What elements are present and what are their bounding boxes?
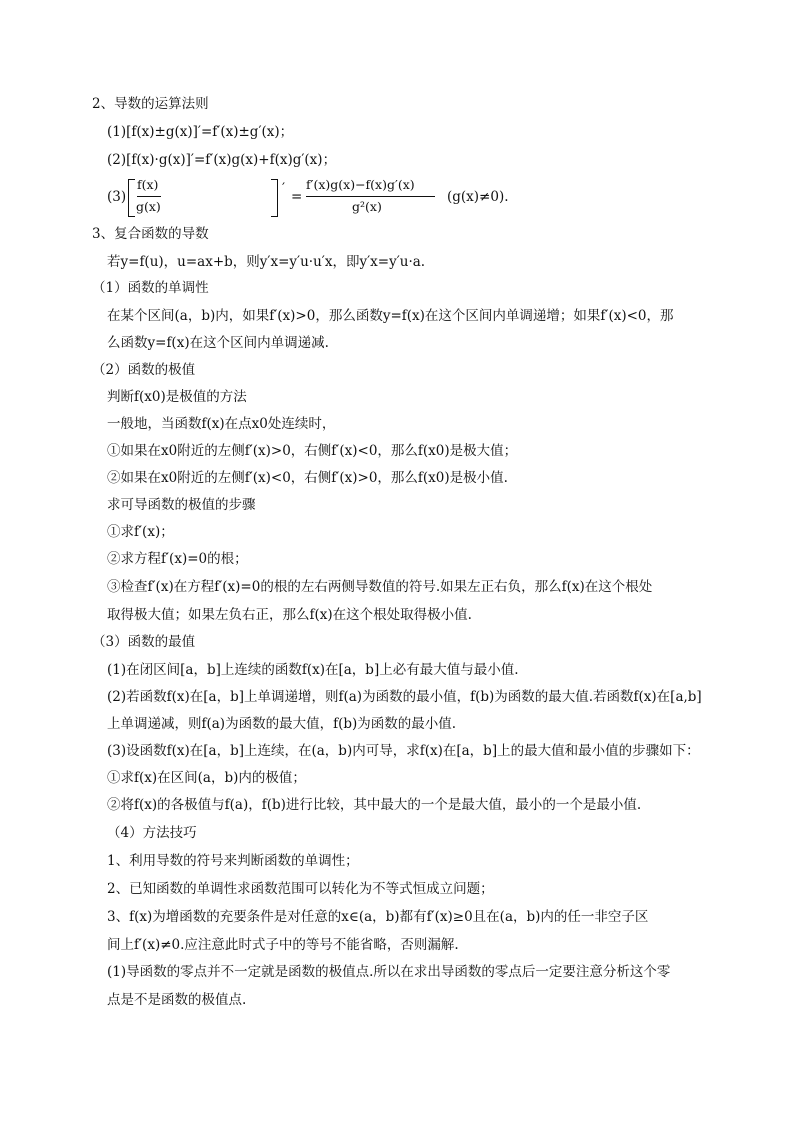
extrema-step-3a: ③检查f′(x)在方程f′(x)=0的根的左右两侧导数值的符号.如果左正右负，那么f(x)在这个根处 <box>107 579 653 595</box>
technique-3b: 间上f′(x)≠0.应注意此时式子中的等号不能省略，否则漏解. <box>107 937 459 953</box>
extrema-step-3b: 取得极大值；如果左负右正，那么f(x)在这个根处取得极小值. <box>107 607 472 623</box>
left-bracket <box>128 179 135 217</box>
left-denominator: g(x) <box>136 199 161 214</box>
note-zero-point-b: 点是不是函数的极值点. <box>107 992 247 1008</box>
right-denominator: g²(x) <box>352 199 382 214</box>
extrema-min-case: ②如果在x0附近的左侧f′(x)<0，右侧f′(x)>0，那么f(x0)是极小值. <box>107 470 508 486</box>
rule-product: (2)[f(x)·g(x)]′=f′(x)g(x)+f(x)g′(x)； <box>107 152 337 168</box>
technique-2: 2、已知函数的单调性求函数范围可以转化为不等式恒成立问题； <box>107 881 494 897</box>
rule-quotient <box>107 177 509 217</box>
extrema-steps-title: 求可导函数的极值的步骤 <box>107 497 256 513</box>
extrema-step-2: ②求方程f′(x)=0的根； <box>107 551 248 567</box>
subheading-extrema: （2）函数的极值 <box>92 362 196 378</box>
extrema-step-1: ①求f′(x)； <box>107 524 174 540</box>
maxmin-step-1: ①求f(x)在区间(a，b)内的极值； <box>107 770 306 786</box>
extrema-method-title: 判断f(x0)是极值的方法 <box>107 389 247 405</box>
quotient-condition: (g(x)≠0). <box>447 189 509 205</box>
technique-3a: 3、f(x)为增函数的充要条件是对任意的x∈(a，b)都有f′(x)≥0且在(a，b)内的任一非空子区 <box>107 909 649 925</box>
left-fraction-bar <box>137 196 161 197</box>
composite-rule: 若y=f(u)，u=ax+b，则y′x=y′u·u′x，即y′x=y′u·a. <box>107 254 426 270</box>
monotonicity-text-1: 在某个区间(a，b)内，如果f′(x)>0，那么函数y=f(x)在这个区间内单调递增；如果f′(x)<0，那 <box>107 308 674 324</box>
note-zero-point-a: (1)导函数的零点并不一定就是函数的极值点.所以在求出导函数的零点后一定要注意分析这个零 <box>107 964 671 980</box>
prime-mark: ′ <box>282 181 286 197</box>
extrema-intro: 一般地，当函数f(x)在点x0处连续时， <box>107 416 336 432</box>
maxmin-item-2b: 上单调递减，则f(a)为函数的最大值，f(b)为函数的最小值. <box>107 716 457 732</box>
maxmin-item-2a: (2)若函数f(x)在[a，b]上单调递增，则f(a)为函数的最小值，f(b)为函数的最大值.若函数f(x)在[a,b] <box>107 689 702 705</box>
right-numerator: f′(x)g(x)−f(x)g′(x) <box>306 177 415 192</box>
right-fraction-bar <box>306 196 435 197</box>
left-numerator: f(x) <box>137 177 159 192</box>
extrema-max-case: ①如果在x0附近的左侧f′(x)>0，右侧f′(x)<0，那么f(x0)是极大值； <box>107 443 518 459</box>
maxmin-item-3: (3)设函数f(x)在[a，b]上连续，在(a，b)内可导，求f(x)在[a，b]上的最大值和最小值的步骤如下： <box>107 743 700 759</box>
rule-sum: (1)[f(x)±g(x)]′=f′(x)±g′(x)； <box>107 124 294 140</box>
subheading-monotonicity: （1）函数的单调性 <box>92 280 209 296</box>
maxmin-step-2: ②将f(x)的各极值与f(a)，f(b)进行比较，其中最大的一个是最大值，最小的一个是最小值. <box>107 797 642 813</box>
section-heading-composite: 3、复合函数的导数 <box>92 226 209 242</box>
subheading-techniques: （4）方法技巧 <box>107 825 197 841</box>
section-heading-derivative-rules: 2、导数的运算法则 <box>92 96 209 112</box>
monotonicity-text-2: 么函数y=f(x)在这个区间内单调递减. <box>107 335 329 351</box>
subheading-max-min: （3）函数的最值 <box>92 634 196 650</box>
technique-1: 1、利用导数的符号来判断函数的单调性； <box>107 853 359 869</box>
maxmin-item-1: (1)在闭区间[a，b]上连续的函数f(x)在[a，b]上必有最大值与最小值. <box>107 662 519 678</box>
equals-sign: = <box>291 189 303 205</box>
right-bracket <box>271 179 278 217</box>
rule-quotient-label: (3) <box>107 189 127 205</box>
